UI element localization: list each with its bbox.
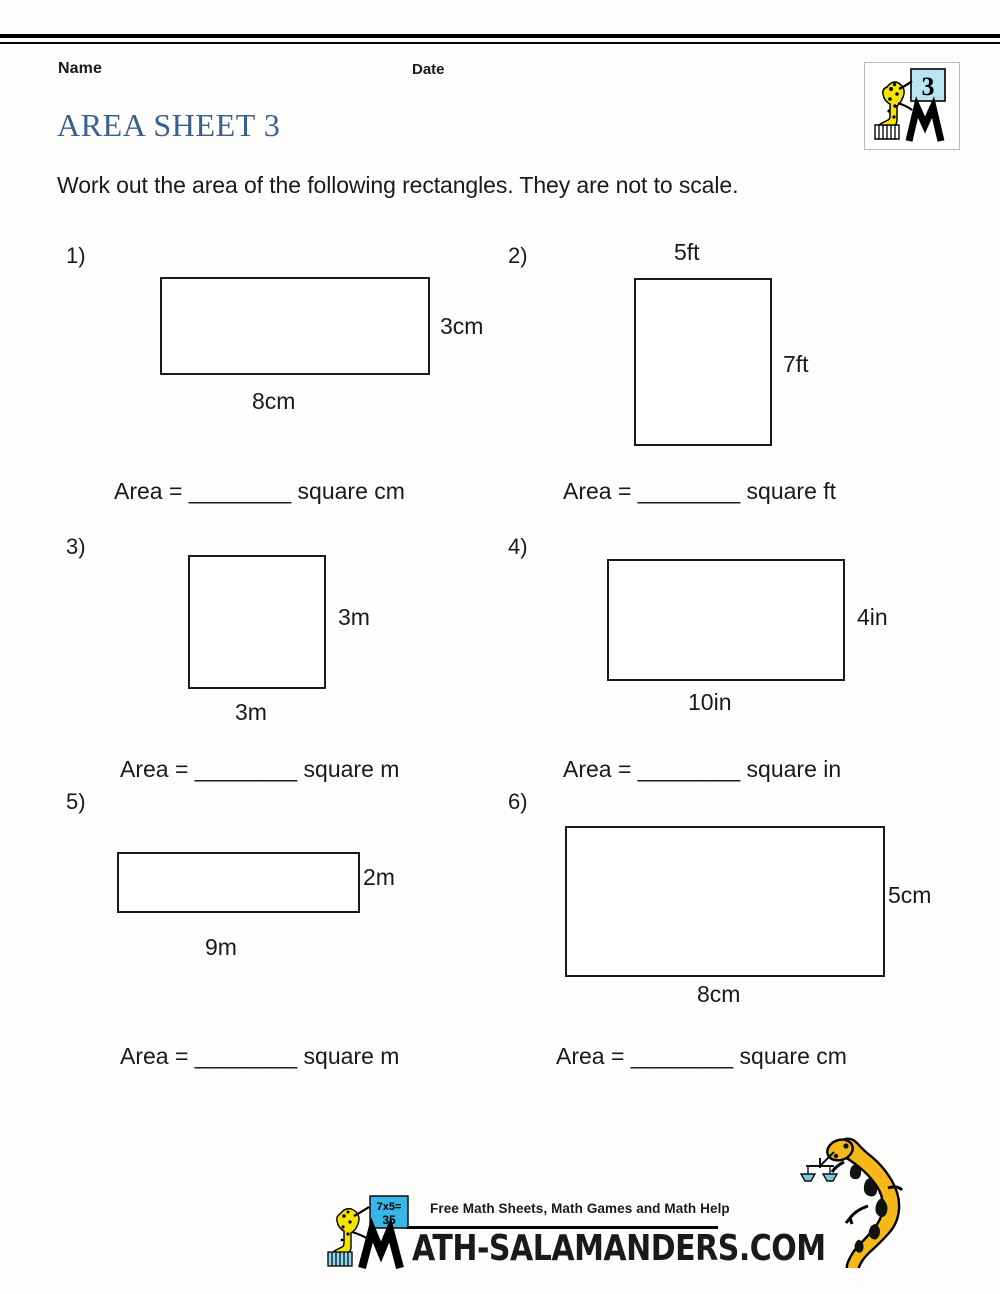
problem-2-answer-unit: square ft [746, 478, 837, 504]
name-field-label: Name [58, 60, 102, 77]
problem-6-rectangle [565, 826, 885, 977]
problem-1-answer-prefix: Area = [114, 478, 183, 504]
header-logo [864, 62, 960, 150]
problem-2-answer-line[interactable] [563, 478, 836, 505]
problem-1-number: 1) [66, 243, 86, 268]
problem-3-answer-prefix: Area = [120, 756, 189, 782]
problem-5-answer-line[interactable] [120, 1043, 399, 1070]
problem-1-answer-blank[interactable]: ________ [188, 478, 292, 504]
problem-1-height-label: 3cm [440, 313, 484, 339]
problem-2-height-label: 7ft [783, 351, 809, 377]
problem-5-answer-prefix: Area = [120, 1043, 189, 1069]
footer-salamander-writing-icon [322, 1194, 418, 1270]
footer-logo [322, 1192, 826, 1270]
footer-tagline: Free Math Sheets, Math Games and Math Help [430, 1201, 730, 1216]
footer-logo-board-bottom: 35 [382, 1213, 396, 1227]
footer-wordmark: ATH-SALAMANDERS.COM [412, 1228, 826, 1270]
problem-2-rectangle [634, 278, 772, 446]
problem-6-answer-prefix: Area = [556, 1043, 625, 1069]
problem-1-answer-unit: square cm [297, 478, 405, 504]
problem-6-answer-blank[interactable]: ________ [630, 1043, 734, 1069]
problem-6-number: 6) [508, 789, 528, 814]
problem-5-number: 5) [66, 789, 86, 814]
problem-6-height-label: 5cm [888, 882, 932, 908]
problem-4-height-label: 4in [857, 604, 888, 630]
problem-6-answer-line[interactable] [556, 1043, 847, 1070]
problem-4-answer-line[interactable] [563, 756, 841, 783]
problem-1-width-label: 8cm [252, 388, 296, 414]
top-rule-thick-line [0, 34, 1000, 38]
problem-4-rectangle [607, 559, 845, 681]
footer-logo-board-top: 7x5= [376, 1201, 402, 1213]
problem-3-answer-unit: square m [303, 756, 400, 782]
problem-2-width-label: 5ft [674, 239, 700, 265]
problem-4-answer-blank[interactable]: ________ [637, 756, 741, 782]
problem-5-width-label: 9m [205, 934, 237, 960]
problem-4-width-label: 10in [688, 689, 732, 715]
problem-6-width-label: 8cm [697, 981, 741, 1007]
problem-3-width-label: 3m [235, 699, 267, 725]
problem-3-answer-line[interactable] [120, 756, 399, 783]
problem-2-number: 2) [508, 243, 528, 268]
date-field-label: Date [412, 61, 445, 78]
problem-2-answer-blank[interactable]: ________ [637, 478, 741, 504]
problem-2-answer-prefix: Area = [563, 478, 632, 504]
problem-5-rectangle [117, 852, 360, 913]
problem-3-height-label: 3m [338, 604, 370, 630]
problem-3-answer-blank[interactable]: ________ [194, 756, 298, 782]
page-title: AREA SHEET 3 [57, 107, 281, 143]
problem-5-height-label: 2m [363, 864, 395, 890]
header-logo-number: 3 [921, 72, 935, 101]
problem-1-rectangle [160, 277, 430, 375]
salamander-writing-on-board-icon [865, 63, 957, 147]
problem-4-answer-prefix: Area = [563, 756, 632, 782]
problem-3-rectangle [188, 555, 326, 689]
problem-6-answer-unit: square cm [739, 1043, 847, 1069]
problem-4-answer-unit: square in [746, 756, 842, 782]
problem-1-answer-line[interactable] [114, 478, 405, 505]
problem-3-number: 3) [66, 534, 86, 559]
top-border-rule [0, 34, 1000, 45]
problem-5-answer-unit: square m [303, 1043, 400, 1069]
top-rule-thin-line [0, 42, 1000, 44]
problem-4-number: 4) [508, 534, 528, 559]
instruction-text: Work out the area of the following rectangles. They are not to scale. [57, 172, 739, 198]
problem-5-answer-blank[interactable]: ________ [194, 1043, 298, 1069]
